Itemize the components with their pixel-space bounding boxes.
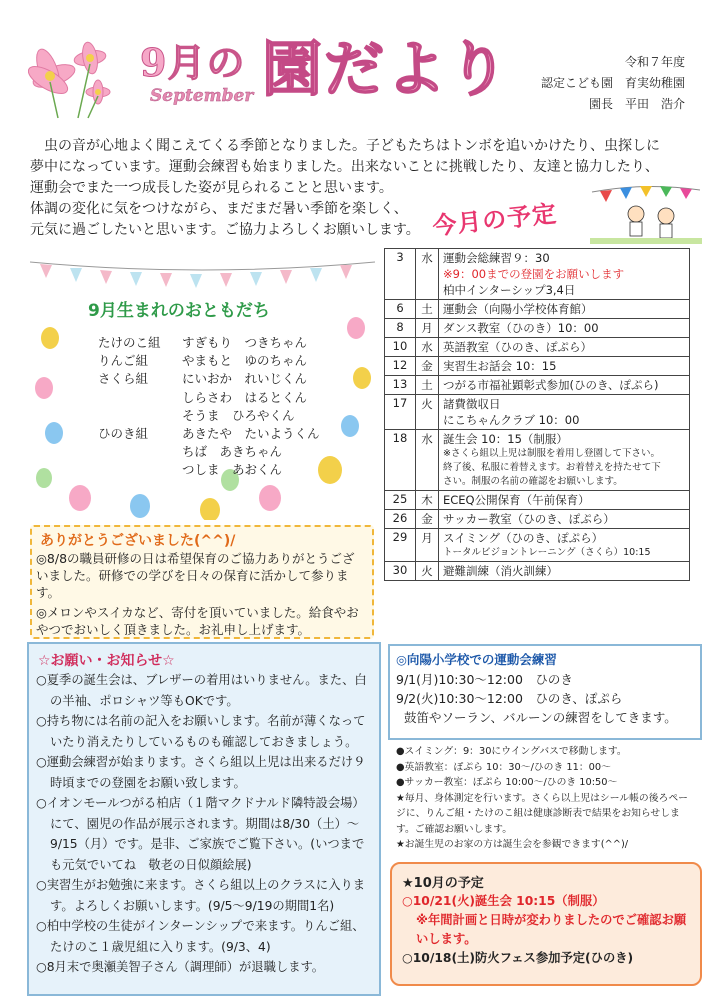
schedule-event-line: 英語教室（ひのき、ぽぷら） [443,340,593,354]
principal-name: 園長 平田 浩介 [588,97,685,111]
schedule-event [439,491,690,510]
thanks-body [36,550,366,641]
october-body [402,892,694,968]
notice-item: ○柏中学校の生徒がインターンシップで来ます。りんご組、たけのこ１歳児組に入ります。(9/3、4) [36,919,365,954]
schedule-event-line: ダンス教室（ひのき）10：00 [443,321,599,335]
info-item: ●サッカー教室：ぽぷら 10:00～/ひのき 10:50～ [396,777,618,788]
practice-line: 鼓笛やソーラン、バルーンの練習をしてきます。 [404,710,677,725]
child-name: すぎもり つきちゃん [182,335,308,350]
class-name [98,389,182,407]
schedule-weekday: 金 [416,357,439,376]
schedule-weekday: 水 [416,338,439,357]
october-line: ○10/21(火)誕生会 10:15（制服） [402,894,605,908]
schedule-day: 13 [385,376,416,395]
schedule-day: 3 [385,249,416,300]
schedule-weekday: 木 [416,491,439,510]
schedule-row [385,338,690,357]
class-name [98,407,182,425]
child-name: あきたや たいようくん [182,426,320,442]
schedule-weekday: 火 [416,395,439,430]
notice-item: ○持ち物には名前の記入をお願いします。名前が薄くなっていたり消えたりしているものも確認しておきましょう。 [36,714,366,749]
schedule-weekday: 火 [416,562,439,581]
schedule-weekday: 水 [416,430,439,491]
info-item: ●英語教室：ぽぷら 10：30～/ひのき 11：00～ [396,761,611,773]
notice-item: ○夏季の誕生会は、ブレザーの着用はいりません。また、白の半袖、ポロシャツ等もOKです。 [36,673,367,708]
schedule-event-line: ECEQ公開保育（午前保育） [443,493,590,507]
schedule-day: 25 [385,491,416,510]
schedule-day: 29 [385,529,416,562]
schedule-table [384,248,690,581]
schedule-event [439,395,690,430]
notice-item: ○イオンモールつがる柏店（１階マクドナルド隣特設会場）にて、園児の作品が展示されます。期間は8/30（土）～9/15（月）です。是非、ご家族でご覧下さい。(いつまでも元気でいてね 敬老の日似顔絵展) [36,796,365,872]
schedule-row [385,300,690,319]
schedule-event [439,338,690,357]
practice-line: 9/1(月)10:30～12:00 ひのき [396,672,573,687]
class-name: さくら組 [98,371,149,387]
schedule-event-line: ※さくら組以上児は制服を着用し登園して下さい。 [443,448,660,459]
thanks-item: ◎メロンやスイカなど、寄付を頂いていました。給食やおやつでおいしく頂きました。お礼申し上げます。 [36,605,359,637]
notice-body [36,670,372,978]
schedule-row [385,529,690,562]
schedule-day: 10 [385,338,416,357]
schedule-weekday: 水 [416,249,439,300]
birthday-row [98,407,320,425]
schedule-event [439,562,690,581]
school-name: 認定こども園 育実幼稚園 [540,76,685,90]
schedule-weekday: 金 [416,510,439,529]
practice-line: 9/2(火)10:30～12:00 ひのき、ぽぷら [396,691,623,706]
schedule-weekday: 月 [416,529,439,562]
october-title: ★10月の予定 [402,876,484,891]
schedule-event [439,357,690,376]
intro-text [30,136,680,241]
organization-block [541,52,685,115]
info-item: ●スイミング：9：30にウイングバスで移動します。 [396,746,627,757]
schedule-day: 26 [385,510,416,529]
schedule-day: 8 [385,319,416,338]
practice-body [396,670,677,727]
birthday-row [98,389,320,407]
info-notes [396,744,696,853]
class-name: ひのき組 [98,426,149,442]
schedule-row [385,357,690,376]
birthday-row [98,370,320,388]
schedule-event-line: さい。制服の名前の確認をお願いします。 [443,476,623,487]
schedule-event [439,510,690,529]
page-title: 園だより [262,35,510,105]
october-line: ○10/18(土)防火フェス参加予定(ひのき) [402,951,634,965]
notice-item: ○8月末で奥瀬美智子さん（調理師）が退職します。 [36,960,325,974]
thanks-item: ◎8/8の職員研修の日は希望保育のご協力ありがとうございました。研修での学びを日々の保育に活かして参ります。 [36,551,355,600]
birthday-row [98,334,320,352]
schedule-row [385,395,690,430]
child-name: つしま あおくん [182,462,283,478]
schedule-event-line: にこちゃんクラブ 10：00 [443,413,580,427]
schedule-event-line: 柏中インターシップ3,4日 [443,283,576,297]
schedule-event-line: スイミング（ひのき、ぽぷら） [443,531,604,545]
notice-item: ○実習生がお勉強に来ます。さくら組以上のクラスに入ります。よろしくお願いします。(9/5～9/19の期間1名) [36,878,366,913]
october-line: ※年間計画と日時が変わりましたのでご確認お願いします。 [416,913,687,946]
class-name [98,443,182,461]
schedule-row [385,510,690,529]
header-month: 9月の [140,40,246,85]
schedule-row [385,319,690,338]
thanks-title: ありがとうございました(^^)/ [40,533,236,549]
class-name [98,461,182,479]
schedule-event-line: 実習生お話会 10：15 [443,359,557,373]
schedule-row [385,376,690,395]
schedule-event [439,430,690,491]
info-item: ★毎月、身体測定を行います。さくら以上児はシール帳の後ろページに、りんご組・たけのこ組は健康診断表で結果をお知らせします。ご確認お願いします。 [396,792,688,835]
birthday-row [98,443,320,461]
birthday-row [98,461,320,479]
intro-line: 元気に過ごしたいと思います。ご協力よろしくお願いします。 [30,222,420,238]
intro-line: 運動会でまた一つ成長した姿が見られることと思います。 [30,180,393,196]
schedule-day: 18 [385,430,416,491]
schedule-row [385,491,690,510]
birthday-list [98,334,320,480]
schedule-weekday: 土 [416,300,439,319]
schedule-event-line: つがる市福祉顕彰式参加(ひのき、ぽぷら) [443,378,659,392]
child-name: ちば あきちゃん [182,444,283,460]
schedule-day: 30 [385,562,416,581]
schedule-event-line: 避難訓練（消火訓練） [443,564,558,578]
child-name: そうま ひろやくん [182,407,295,423]
header-english-month: September [150,86,254,106]
schedule-event-line: 諸費徴収日 [443,397,501,411]
child-name: やまもと ゆのちゃん [182,353,308,369]
intro-line: 虫の音が心地よく聞こえてくる季節となりました。子どもたちはトンボを追いかけたり、虫探しに [30,138,660,154]
schedule-event [439,319,690,338]
birthday-row [98,425,320,443]
schedule-event-line: ※9：00までの登園をお願いします [443,267,625,281]
schedule-event-line: 誕生会 10：15（制服） [443,432,568,446]
schedule-event [439,529,690,562]
schedule-day: 17 [385,395,416,430]
birthday-row [98,352,320,370]
schedule-row [385,562,690,581]
schedule-day: 12 [385,357,416,376]
schedule-event [439,249,690,300]
notice-title: ☆お願い・お知らせ☆ [38,653,175,669]
this-month-schedule-heading: 今月の予定 [431,198,559,241]
schedule-event-line: 終了後、私服に着替えます。お着替えを持たせて下 [443,462,661,473]
schedule-weekday: 土 [416,376,439,395]
schedule-event [439,300,690,319]
info-item: ★お誕生児のお家の方は誕生会を参観できます(^^)/ [396,839,629,850]
birthday-title: 9月生まれのおともだち [88,301,270,321]
practice-title: ◎向陽小学校での運動会練習 [396,652,557,667]
schedule-event-line: トータルビジョントレーニング（さくら）10:15 [443,547,651,558]
schedule-event [439,376,690,395]
fiscal-year: 令和７年度 [624,55,685,69]
schedule-event-line: 運動会（向陽小学校体育館） [443,302,593,316]
child-name: にいおか れいじくん [182,371,308,387]
cosmos-flower-illustration [28,40,120,120]
sports-day-illustration [590,182,702,244]
schedule-weekday: 月 [416,319,439,338]
notice-item: ○運動会練習が始まります。さくら組以上児は出来るだけ９時頃までの登園をお願い致します。 [36,755,366,790]
child-name: しらさわ はるとくん [182,389,308,405]
schedule-row [385,249,690,300]
intro-line: 夢中になっています。運動会練習も始まりました。出来ないことに挑戦したり、友達と協力したり、 [30,159,659,175]
schedule-row [385,430,690,491]
intro-line: 体調の変化に気をつけながら、まだまだ暑い季節を楽しく、 [30,201,408,217]
schedule-event-line: 運動会総練習９：30 [443,251,550,265]
class-name: りんご組 [98,353,149,369]
class-name: たけのこ組 [98,335,161,350]
schedule-day: 6 [385,300,416,319]
schedule-event-line: サッカー教室（ひのき、ぽぷら） [443,512,615,526]
